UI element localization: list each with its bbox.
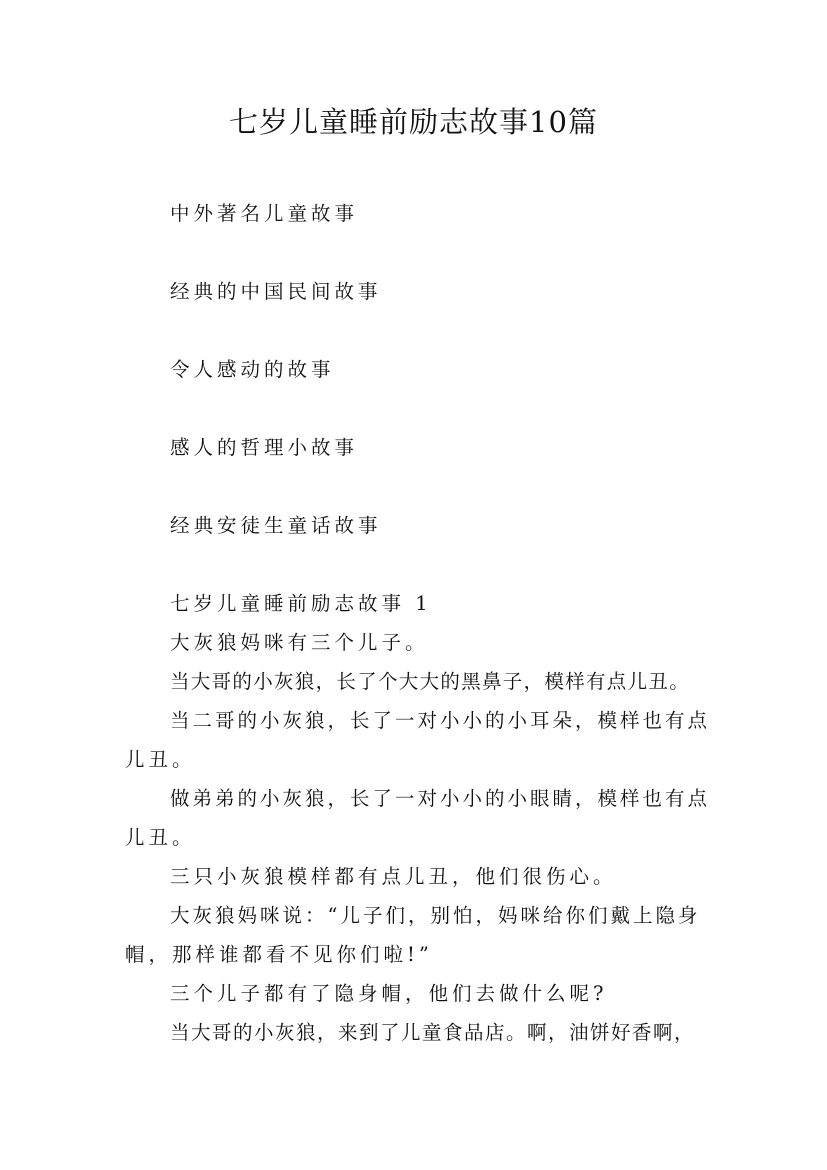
document-title: 七岁儿童睡前励志故事10篇 — [229, 105, 598, 139]
story-line: 当大哥的小灰狼，长了个大大的黑鼻子，模样有点儿丑。 — [170, 670, 691, 693]
story-line: 三个儿子都有了隐身帽，他们去做什么呢? — [170, 982, 608, 1005]
story-line: 做弟弟的小灰狼，长了一对小小的小眼睛，模样也有点 — [170, 787, 711, 810]
story-line: 大灰狼妈咪说：“儿子们，别怕，妈咪给你们戴上隐身 — [170, 904, 701, 927]
story-line: 当大哥的小灰狼，来到了儿童食品店。啊，油饼好香啊， — [170, 1021, 696, 1044]
toc-item: 中外著名儿童故事 — [170, 202, 359, 225]
toc-item: 令人感动的故事 — [170, 358, 335, 381]
story-line-continuation: 儿丑。 — [125, 826, 196, 849]
story-line-continuation: 儿丑。 — [125, 748, 196, 771]
toc-item: 感人的哲理小故事 — [170, 436, 359, 459]
toc-item: 经典的中国民间故事 — [170, 280, 382, 303]
toc-item: 经典安徒生童话故事 — [170, 514, 382, 537]
story-line: 三只小灰狼模样都有点儿丑，他们很伤心。 — [170, 865, 617, 888]
story-line: 大灰狼妈咪有三个儿子。 — [170, 631, 429, 654]
story-heading: 七岁儿童睡前励志故事 1 — [170, 592, 432, 615]
story-line: 当二哥的小灰狼，长了一对小小的小耳朵，模样也有点 — [170, 709, 711, 732]
story-line-continuation: 帽，那样谁都看不见你们啦!” — [125, 943, 433, 966]
